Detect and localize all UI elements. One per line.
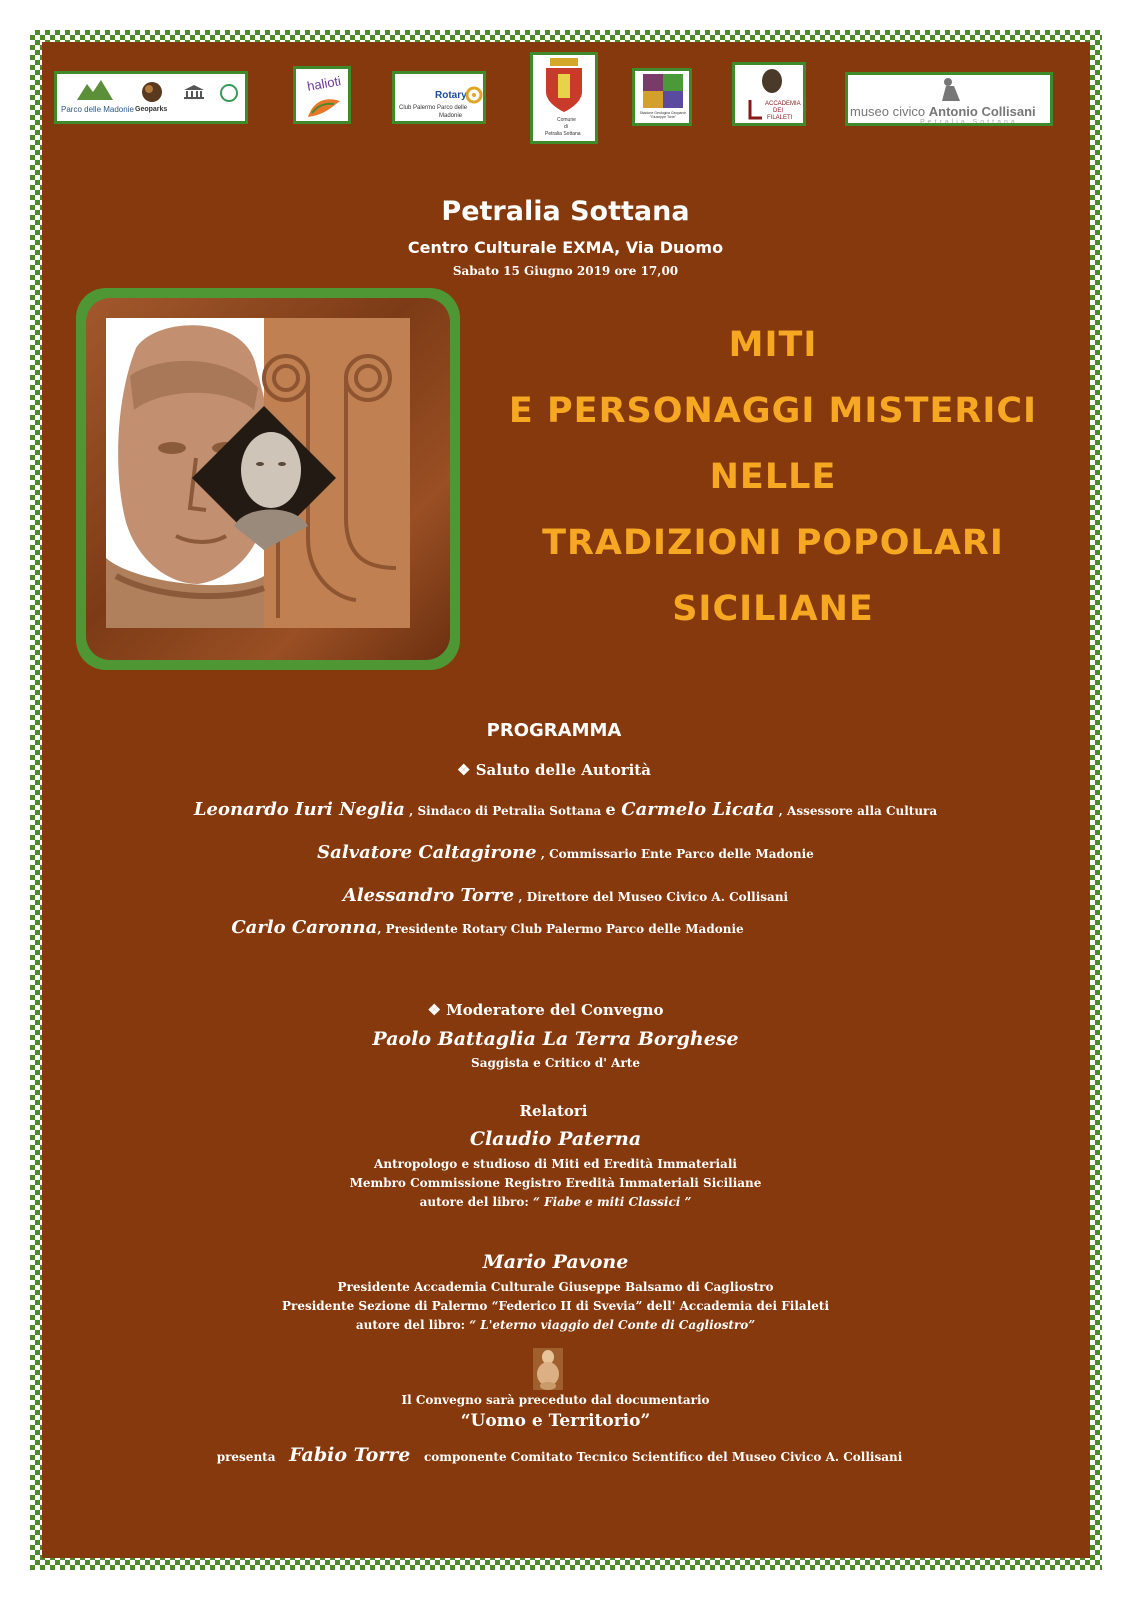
logo-halioti [293,66,351,124]
program-heading: PROGRAMMA [486,720,622,741]
speaker-1-line-1: Antropologo e studioso di Miti ed Eredità Immateriali [374,1157,737,1171]
geoparks-globe-icon [141,81,163,103]
title-line-1: MITI [728,325,818,365]
global-geopark-icon [219,83,239,103]
speaker-2-line-2: Presidente Sezione di Palermo “Federico II di Svevia” dell' Accademia dei Filaleti [282,1299,829,1313]
logo-parco-madonie-geoparks-unesco [54,71,248,124]
title-line-2: E PERSONAGGI MISTERICI [508,391,1038,431]
rotary-title: Rotary [435,90,467,101]
presenter-row [0,1444,1125,1466]
accademia-line2: DEI [773,108,784,114]
authority-row-2 [0,842,1131,863]
moderator-role: Saggista e Critico d' Arte [471,1056,640,1070]
logo-accademia-filaleti [732,62,806,126]
authority-role-4: , Direttore del Museo Civico A. Collisani [514,890,789,904]
comune-line1: Comune [557,117,576,123]
date-time-line: Sabato 15 Giugno 2019 ore 17,00 [452,264,679,278]
title-line-4: TRADIZIONI POPOLARI [542,523,1004,563]
logo-mg-stazione-geologica [632,68,692,126]
venue-line: Centro Culturale EXMA, Via Duomo [407,238,724,257]
speaker-1-name: Claudio Paterna [469,1128,642,1150]
speaker-1-book [0,1195,1121,1209]
moderator-label: ❖ Moderatore del Convegno [427,1001,664,1019]
authority-row-1 [0,799,1131,820]
halioti-leaf-icon [304,95,344,121]
title-line-3: NELLE [709,457,837,497]
logo-rotary-club [392,71,486,124]
authority-name-4: Alessandro Torre [342,885,515,906]
presenter-role: componente Comitato Tecnico Scientifico del Museo Civico A. Collisani [423,1450,903,1464]
speaker-2-book [0,1318,1121,1332]
figurine-image [533,1348,563,1390]
photo-collage-frame [76,288,460,670]
photo-collage [106,318,410,628]
authority-name-5: Carlo Caronna [231,917,378,938]
unesco-temple-icon [183,84,205,100]
logo-comune-petralia [530,52,598,144]
accademia-line1: ACCADEMIA [765,101,801,107]
logo-museo-civico-collisani [845,72,1053,126]
presenter-prefix: presenta [216,1450,276,1464]
speaker-1-book-label: autore del libro: [419,1195,533,1209]
geoparks-label: Geoparks [135,106,168,113]
rotary-line2: Madonie [439,113,463,119]
filaleti-l-monogram-icon [748,100,764,120]
authority-row-3 [0,885,1131,906]
speaker-2-line-1: Presidente Accademia Culturale Giuseppe Balsamo di Cagliostro [337,1280,774,1294]
event-title [478,312,1068,642]
museo-sub: Petralia Sottana [920,119,1018,126]
comune-line2: di [564,124,568,130]
speaker-1-book-title: “ Fiabe e miti Classici ” [533,1195,692,1209]
museo-name: museo civico Antonio Collisani [850,104,1036,119]
accademia-line3: FILALETI [767,115,793,121]
authority-role-5: , Presidente Rotary Club Palermo Parco delle Madonie [377,922,744,936]
rotary-wheel-icon [465,86,483,104]
moderator-name: Paolo Battaglia La Terra Borghese [372,1028,739,1050]
authority-name-1: Leonardo Iuri Neglia [193,799,405,820]
speaker-2-name: Mario Pavone [482,1251,629,1273]
authority-role-3: , Commissario Ente Parco delle Madonie [536,847,814,861]
title-line-5: SICILIANE [672,589,874,629]
authority-role-1: , Sindaco di Petralia Sottana [404,804,606,818]
mountain-icon [75,78,115,102]
authority-row-4 [0,917,1053,938]
authority-role-2: , Assessore alla Cultura [774,804,938,818]
museo-statue-icon [938,77,962,101]
greeting-label: ❖ Saluto delle Autorità [457,761,651,779]
mythic-figures-image [106,318,410,628]
town-title: Petralia Sottana [441,196,690,227]
speaker-1-line-2: Membro Commissione Registro Eredità Immateriali Siciliane [349,1176,762,1190]
mg-mosaic-icon [643,74,683,108]
halioti-label: halioti [305,73,343,94]
speaker-2-book-label: autore del libro: [355,1318,470,1332]
coat-of-arms-icon [542,58,586,116]
rotary-line1: Club Palermo Parco delle [399,105,468,111]
documentary-line: Il Convegno sarà preceduto dal documentario [401,1393,710,1407]
comune-line3: Petralia Sottana [545,131,581,137]
speaker-2-book-title: “ L'eterno viaggio del Conte di Cagliostro” [469,1318,756,1332]
authority-name-3: Salvatore Caltagirone [317,842,537,863]
authority-name-2: Carmelo Licata [621,799,775,820]
documentary-title: “Uomo e Territorio” [460,1411,651,1431]
mg-caption: Stazione Geologica Geoparch "Giuseppe Torre" [639,111,687,119]
authority-conj: e [605,800,616,819]
presenter-name: Fabio Torre [289,1444,411,1466]
filaleti-medallion-icon [761,68,783,94]
parco-madonie-label: Parco delle Madonie [61,105,134,114]
speakers-label: Relatori [519,1102,588,1120]
